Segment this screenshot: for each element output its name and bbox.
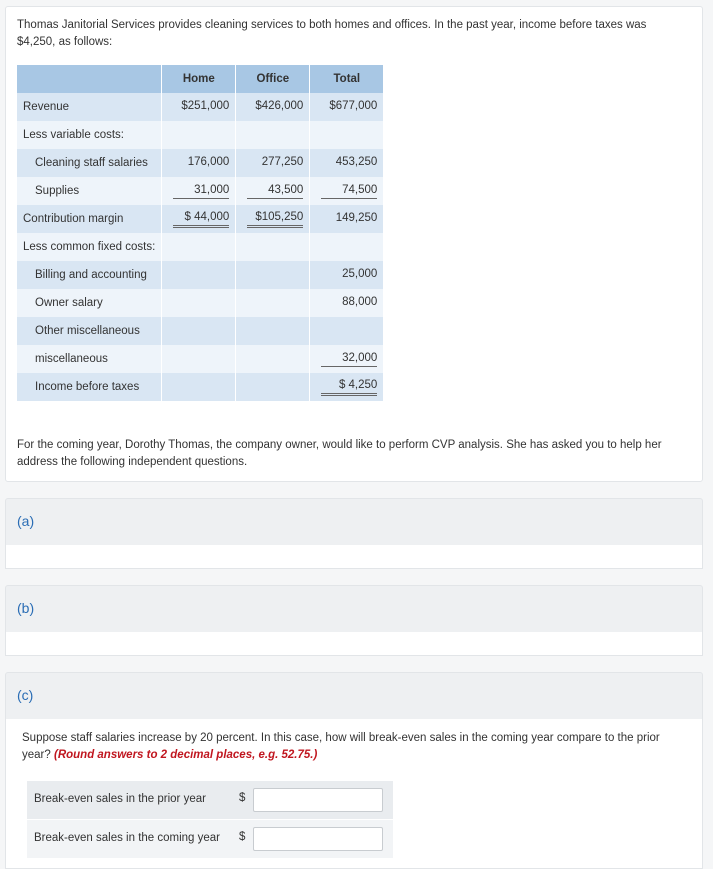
row-home	[161, 317, 235, 345]
row-total: 453,250	[309, 149, 383, 177]
row-home	[161, 373, 235, 401]
row-label: Income before taxes	[17, 373, 161, 401]
row-office: $105,250	[235, 205, 309, 233]
part-c-question	[22, 730, 672, 764]
answer-row-coming-year	[27, 820, 393, 858]
row-office: $426,000	[235, 93, 309, 121]
table-row	[17, 233, 383, 261]
row-home: $ 44,000	[161, 205, 235, 233]
row-total	[309, 121, 383, 149]
part-a-header[interactable]	[5, 498, 703, 546]
row-total: 32,000	[309, 345, 383, 373]
part-c-header[interactable]	[5, 672, 703, 720]
row-office	[235, 121, 309, 149]
row-total: 88,000	[309, 289, 383, 317]
row-label: Less variable costs:	[17, 121, 161, 149]
row-label: Owner salary	[17, 289, 161, 317]
row-home	[161, 261, 235, 289]
header-blank	[17, 65, 161, 93]
row-office: 43,500	[235, 177, 309, 205]
answer-label: Break-even sales in the coming year	[34, 832, 221, 844]
table-row	[17, 261, 383, 289]
row-office	[235, 317, 309, 345]
part-c-label: (c)	[17, 687, 34, 703]
part-b-header[interactable]	[5, 585, 703, 633]
row-office	[235, 289, 309, 317]
header-home: Home	[161, 65, 235, 93]
row-label: Less common fixed costs:	[17, 233, 161, 261]
table-row	[17, 177, 383, 205]
break-even-prior-year-input[interactable]	[253, 788, 383, 812]
answer-row-prior-year	[27, 781, 393, 819]
row-office	[235, 261, 309, 289]
table-header-row	[17, 65, 383, 93]
intro-text: Thomas Janitorial Services provides cleaning services to both homes and offices. In the past year, income before taxes was $4,250, as follows:	[17, 19, 647, 48]
row-label: Supplies	[17, 177, 161, 205]
table-row	[17, 373, 383, 401]
dollar-sign: $	[239, 792, 246, 804]
row-total	[309, 233, 383, 261]
table-row	[17, 317, 383, 345]
part-a-label: (a)	[17, 513, 35, 529]
row-home: $251,000	[161, 93, 235, 121]
part-a-body	[5, 545, 703, 569]
row-home: 31,000	[161, 177, 235, 205]
table-row	[17, 149, 383, 177]
table-row	[17, 93, 383, 121]
row-label: Contribution margin	[17, 205, 161, 233]
row-label: Revenue	[17, 93, 161, 121]
row-total: 149,250	[309, 205, 383, 233]
row-home: 176,000	[161, 149, 235, 177]
row-label: Other miscellaneous	[17, 317, 161, 345]
row-total	[309, 317, 383, 345]
row-office	[235, 345, 309, 373]
header-office: Office	[235, 65, 309, 93]
problem-card	[5, 6, 703, 482]
row-home	[161, 233, 235, 261]
row-label: Billing and accounting	[17, 261, 161, 289]
row-label: Cleaning staff salaries	[17, 149, 161, 177]
table-row	[17, 121, 383, 149]
question-text: Suppose staff salaries increase by 20 percent. In this case, how will break-even sales in the coming year compare to the prior year?	[22, 732, 660, 761]
rounding-hint: (Round answers to 2 decimal places, e.g. 52.75.)	[53, 749, 318, 761]
row-office	[235, 373, 309, 401]
dollar-sign: $	[239, 831, 246, 843]
row-total: 74,500	[309, 177, 383, 205]
closing-text: For the coming year, Dorothy Thomas, the company owner, would like to perform CVP analysis. She has asked you to help her address the following independent questions.	[17, 439, 662, 468]
header-total: Total	[309, 65, 383, 93]
row-home	[161, 345, 235, 373]
part-b-label: (b)	[17, 600, 35, 616]
row-office	[235, 233, 309, 261]
table-row	[17, 205, 383, 233]
row-total: $ 4,250	[309, 373, 383, 401]
row-home	[161, 121, 235, 149]
income-statement-table	[17, 65, 383, 401]
row-label: miscellaneous	[17, 345, 161, 373]
answer-label: Break-even sales in the prior year	[34, 793, 206, 805]
break-even-coming-year-input[interactable]	[253, 827, 383, 851]
table-row	[17, 345, 383, 373]
row-office: 277,250	[235, 149, 309, 177]
row-home	[161, 289, 235, 317]
row-total: $677,000	[309, 93, 383, 121]
part-b-body	[5, 632, 703, 656]
row-total: 25,000	[309, 261, 383, 289]
table-row	[17, 289, 383, 317]
